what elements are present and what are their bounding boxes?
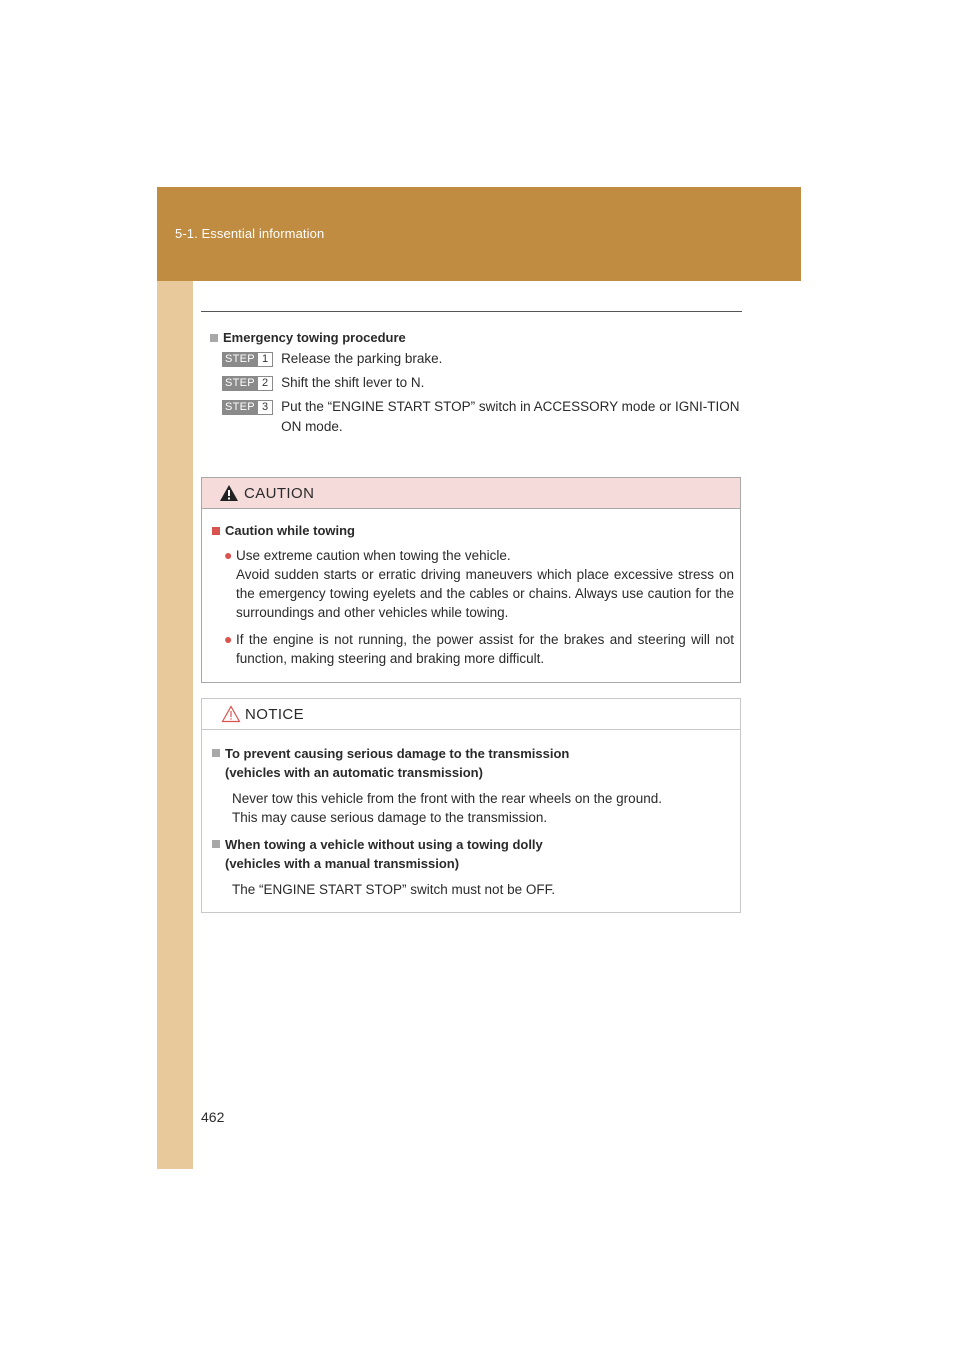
notice-heading: To prevent causing serious damage to the transmission (vehicles with an automatic transmission) — [212, 744, 734, 782]
notice-header — [202, 699, 740, 730]
notice-title: NOTICE — [245, 705, 305, 723]
step-badge: STEP 3 — [222, 400, 273, 415]
step-1 — [210, 352, 740, 369]
caution-header — [202, 478, 740, 509]
list-item: ● Use extreme caution when towing the vehicle. Avoid sudden starts or erratic driving maneuvers which place excessive stress on the emergency towing eyelets and the cables or chains. Always use caution for the surroundings and other vehicles while towing. — [224, 547, 734, 620]
notice-heading: When towing a vehicle without using a towing dolly (vehicles with a manual transmission) — [212, 835, 734, 873]
step-3 — [210, 400, 740, 437]
page-number: 462 — [201, 1109, 225, 1125]
square-bullet-icon — [212, 749, 220, 757]
notice-box — [201, 698, 741, 913]
notice-text: Never tow this vehicle from the front with the rear wheels on the ground. This may cause serious damage to the transmission. — [232, 791, 662, 825]
step-badge: STEP 2 — [222, 376, 273, 391]
top-rule — [201, 311, 742, 312]
bullet-dot-icon: ● — [224, 631, 233, 647]
step-2 — [210, 376, 740, 393]
square-bullet-icon — [212, 527, 220, 535]
caution-box — [201, 477, 741, 683]
warning-outline-icon — [221, 705, 241, 723]
emergency-towing-section — [210, 330, 740, 437]
step-badge: STEP 1 — [222, 352, 273, 367]
step-text: Release the parking brake. — [281, 351, 443, 366]
warning-icon — [219, 484, 239, 502]
step-text: Put the “ENGINE START STOP” switch in ACCESSORY mode or IGNI-TION ON mode. — [281, 399, 740, 434]
step-text: Shift the shift lever to N. — [281, 375, 425, 390]
header-band — [157, 187, 801, 281]
caution-title: CAUTION — [244, 484, 315, 502]
section-title: 5-1. Essential information — [175, 226, 325, 241]
emergency-heading: Emergency towing procedure — [210, 330, 740, 345]
notice-text: The “ENGINE START STOP” switch must not be OFF. — [232, 882, 556, 897]
side-strip — [157, 281, 193, 1169]
square-bullet-icon — [210, 334, 218, 342]
caution-heading: Caution while towing — [212, 523, 734, 538]
list-item: ● If the engine is not running, the power assist for the brakes and steering will not function, making steering and braking more difficult. — [224, 631, 734, 666]
square-bullet-icon — [212, 840, 220, 848]
bullet-dot-icon: ● — [224, 547, 233, 563]
